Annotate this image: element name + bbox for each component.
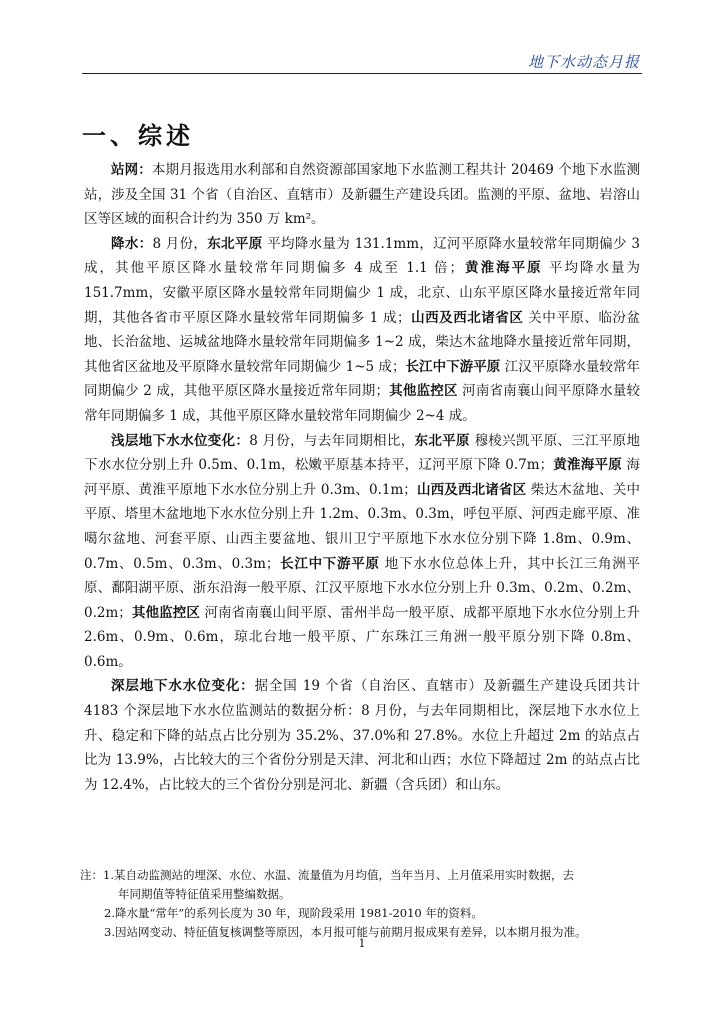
note-2: 2.降水量“常年”的系列长度为 30 年，现阶段采用 1981-2010 年的资料。 [104,906,483,920]
region-heading: 黄淮海平原 [463,260,543,277]
note-1-continued: 年同期值等特征值采用整编数据。 [118,887,291,901]
paragraph-heading: 站网： [111,162,152,178]
section-title: 一、综述 [82,121,194,150]
paragraph-station-network [84,158,640,232]
paragraph-text: 地下水水位总体上升，其中长江三角洲平原、鄱阳湖平原、浙东沿海一般平原、江汉平原地下水水位分别上升 0.3m、0.2m、0.2m、0.2m； [84,555,640,621]
footnotes [80,866,650,942]
region-heading: 山西及西北诸省区 [416,481,527,498]
paragraph-precipitation [84,232,640,429]
region-heading: 其他监控区 [388,383,458,400]
paragraph-text: 河南省南襄山间平原降水量较常年同期偏多 1 成，其他平原区降水量较常年同期偏少 2~4 成。 [84,383,641,424]
paragraph-text: 江汉平原降水量较常年同期偏少 2 成，其他平原区降水量接近常年同期； [84,358,640,400]
paragraph-text: 河南省南襄山间平原、雷州半岛一般平原、成都平原地下水水位分别上升 2.6m、0.9m、0.6m，琼北台地一般平原、广东珠江三角洲一般平原分别下降 0.8m、0.6m。 [84,604,640,670]
note-3: 3.因站网变动、特征值复核调整等原因，本月报可能与前期月报成果有差异，以本期月报为准。 [104,925,587,939]
paragraph-text: 柴达木盆地、关中平原、塔里木盆地地下水水位分别上升 1.2m、0.3m、0.3m，呼包平原、河西走廊平原、准噶尔盆地、河套平原、山西主要盆地、银川卫宁平原地下水水位分别下降 1.8m、0.9m、0.7m、0.5m、0.3m、0.3m； [84,481,640,572]
region-heading: 长江中下游平原 [279,555,380,572]
page-header [82,47,642,74]
region-heading: 东北平原 [207,235,263,252]
paragraph-text: 穆棱兴凯平原、三江平原地下水水位分别上升 0.5m、0.1m，松嫩平原基本持平，辽河平原下降 0.7m； [84,432,641,474]
header-title: 地下水动态月报 [527,53,640,71]
paragraph-text: 8 月份， [152,235,208,252]
paragraph-text: 平均降水量为 131.1mm，辽河平原降水量较常年同期偏少 3 成，其他平原区降水量较常年同期偏多 4 成至 1.1 倍； [84,235,641,277]
paragraph-shallow-groundwater [84,429,640,675]
paragraph-text: 关中平原、临汾盆地、长治盆地、运城盆地降水量较常年同期偏多 1~2 成，柴达木盆地降水量接近常年同期，其他省区盆地及平原降水量较常年同期偏少 1~5 成； [84,309,641,375]
region-heading: 山西及西北诸省区 [410,309,524,326]
paragraph-deep-groundwater [84,674,640,797]
region-heading: 其他监控区 [131,604,200,621]
paragraph-heading: 浅层地下水水位变化： [111,432,250,449]
paragraph-heading: 降水： [111,235,153,252]
note-1: 注：1.某自动监测站的埋深、水位、水温、流量值为月均值，当年当月、上月值采用实时数据，去 [80,868,574,882]
paragraph-heading: 深层地下水水位变化： [111,678,255,695]
page-number: 1 [358,937,366,950]
paragraph-text: 平均降水量为 151.7mm，安徽平原区降水量较常年同期偏少 1 成，北京、山东平原区降水量接近常年同期，其他各省市平原区降水量较常年同期偏多 1 成； [84,260,640,326]
paragraph-text: 8 月份，与去年同期相比， [249,432,415,449]
paragraph-text: 本期月报选用水利部和自然资源部国家地下水监测工程共计 20469 个地下水监测站，涉及全国 31 个省（自治区、直辖市）及新疆生产建设兵团。监测的平原、盆地、岩溶山区等区域的面积合计约为 350 万 km²。 [84,162,641,228]
paragraph-text: 据全国 19 个省（自治区、直辖市）及新疆生产建设兵团共计 4183 个深层地下水水位监测站的数据分析：8 月份，与去年同期相比，深层地下水水位上升、稳定和下降的站点占比分别为 35.2%、37.0%和 27.8%。水位上升超过 2m 的站点占比为 13.9%，占比较大的三个省份分别是天津、河北和山西；水位下降超过 2m 的站点占比为 12.4%，占比较大的三个省份分别是河北、新疆（含兵团）和山东。 [84,678,641,793]
region-heading: 长江中下游平原 [405,358,501,375]
paragraph-text: 海河平原、黄淮平原地下水水位分别上升 0.3m、0.1m； [84,457,640,498]
region-heading: 东北平原 [414,432,470,449]
document-body [84,158,640,797]
region-heading: 黄淮海平原 [553,457,622,474]
